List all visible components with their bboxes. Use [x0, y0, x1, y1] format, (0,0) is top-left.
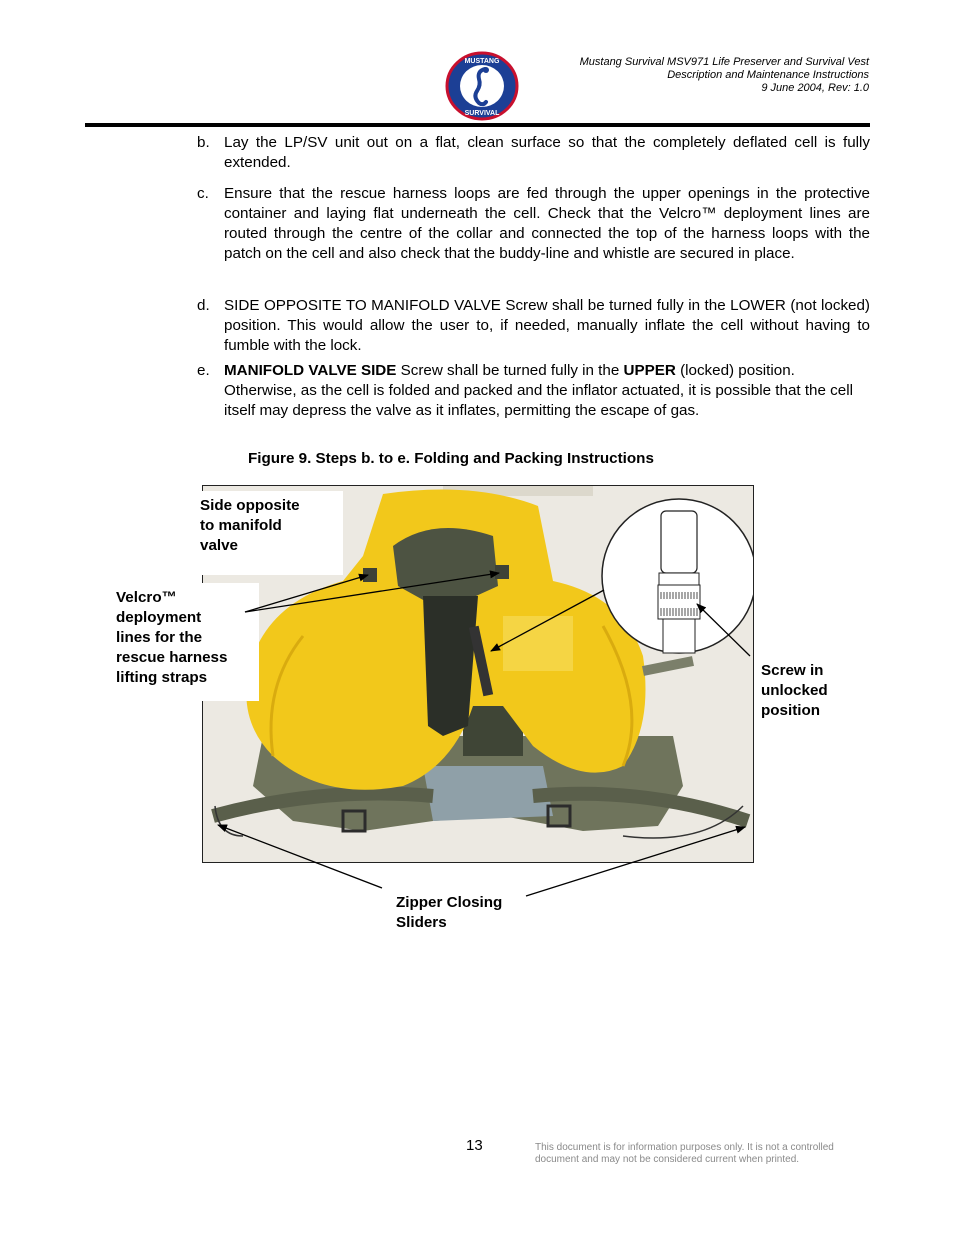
callout-velcro: Velcro™ deployment lines for the rescue harness lifting straps [116, 589, 228, 686]
item-label: c. [197, 185, 209, 202]
item-label: d. [197, 297, 210, 314]
logo-text-top: MUSTANG [464, 58, 500, 65]
logo-text-bottom: SURVIVAL [464, 110, 500, 117]
item-text: SIDE OPPOSITE TO MANIFOLD VALVE Screw shall be turned fully in the LOWER (not locked) position. This would allow the user to, if needed, manually inflate the cell without having to fumble with the lock. [224, 297, 870, 354]
item-label: b. [197, 134, 210, 151]
item-text: Lay the LP/SV unit out on a flat, clean surface so that the completely deflated cell is fully extended. [224, 134, 870, 171]
figure-caption: Figure 9. Steps b. to e. Folding and Packing Instructions [248, 450, 654, 467]
item-text: Ensure that the rescue harness loops are fed through the upper openings in the protective container and laying flat underneath the cell. Check that the Velcro™ deployment lines are routed through the centre of the collar and connected the top of the harness loops with the patch on the cell and also check that the buddy-line and whistle are secured in place. [224, 185, 870, 262]
item-text-part-1: Screw shall be turned fully in the [396, 362, 624, 379]
callout-screw: Screw in unlocked position [761, 662, 828, 719]
arrow-zipper-left [218, 825, 382, 888]
arrow-velcro-right [245, 573, 499, 612]
header-subtitle: Description and Maintenance Instructions [667, 69, 869, 81]
item-text-part-2: (locked) position. Otherwise, as the cell is folded and packed and the inflator actuated, it is possible that the cell itself may depress the valve as it inflates, permitting the escape of gas. [224, 362, 853, 419]
page-number: 13 [466, 1137, 483, 1154]
arrow-velcro-left [245, 575, 368, 612]
arrow-zipper-right [526, 827, 745, 896]
arrow-screw [697, 604, 750, 656]
arrow-manifold-inset [491, 590, 604, 651]
header-date-revision: 9 June 2004, Rev: 1.0 [761, 82, 869, 94]
footer-disclaimer: This document is for information purposes only. It is not a controlled document and may not be considered current when printed. [535, 1142, 834, 1165]
item-bold-2: UPPER [623, 362, 676, 379]
header-title: Mustang Survival MSV971 Life Preserver and Survival Vest [579, 56, 869, 68]
item-bold-1: MANIFOLD VALVE SIDE [224, 362, 397, 379]
item-label: e. [197, 362, 210, 379]
callout-zipper: Zipper Closing Sliders [396, 894, 503, 931]
callout-side-opposite: Side opposite to manifold valve [200, 497, 300, 554]
